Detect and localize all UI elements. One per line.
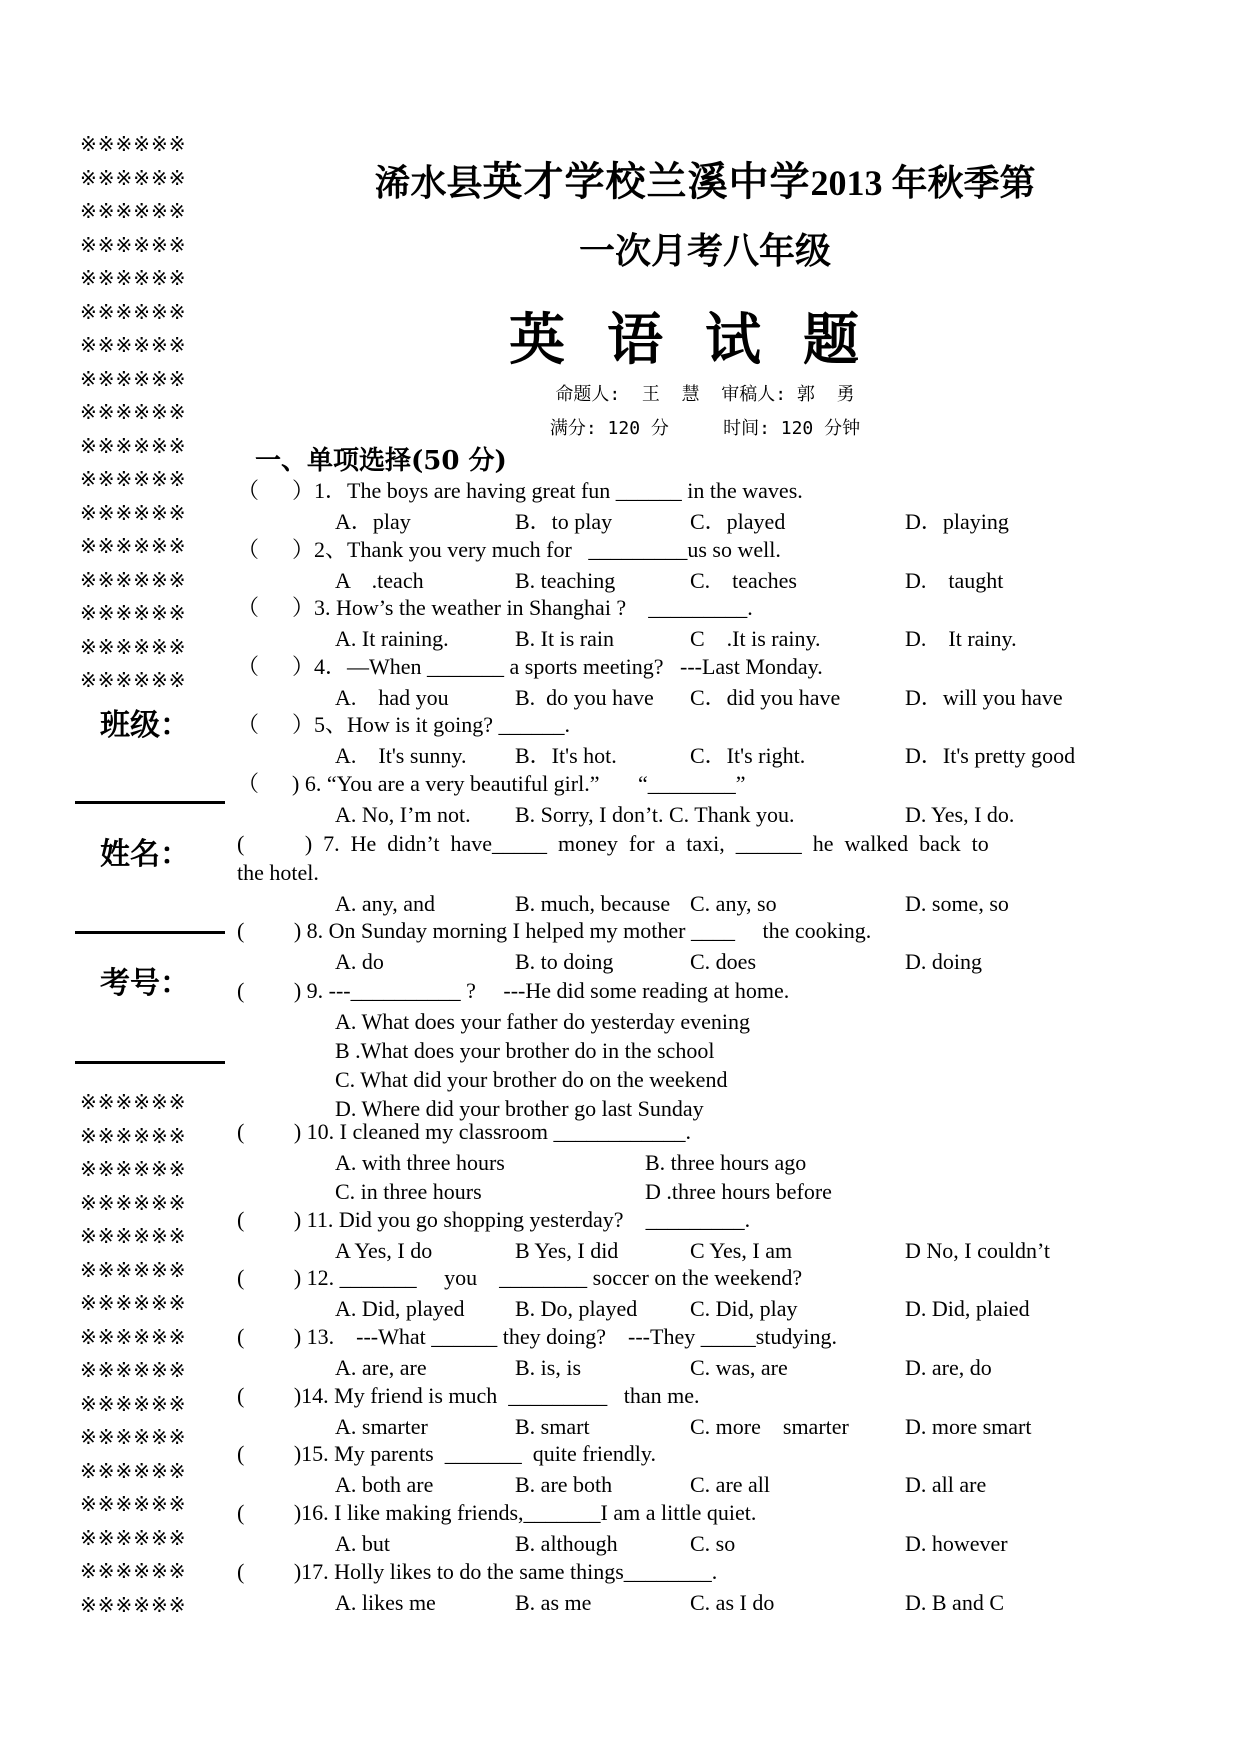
- option-d: D．playing: [905, 509, 1009, 534]
- question-stem: ( )15. My parents _______ quite friendly.: [237, 1441, 656, 1466]
- option-c: C．played: [690, 509, 786, 534]
- option-row: [255, 507, 1135, 536]
- option-c: C．did you have: [690, 685, 841, 710]
- option-a: A. What does your father do yesterday evening: [335, 1009, 751, 1034]
- star-row: ※※※※※※: [80, 366, 187, 391]
- option-a: A. had you: [335, 685, 449, 710]
- star-row: ※※※※※※: [80, 1358, 187, 1382]
- option-b: B. although: [515, 1531, 618, 1556]
- question-stem: ( )14. My friend is much _________ than me.: [237, 1383, 700, 1408]
- option-d: D．will you have: [905, 685, 1063, 710]
- option-row: [255, 624, 1135, 653]
- star-row: ※※※※※※: [80, 534, 187, 558]
- question-stem: ( ) 11. Did you go shopping yesterday? _________.: [237, 1207, 751, 1232]
- option-row: [255, 741, 1135, 770]
- option-c: C. more smarter: [690, 1414, 849, 1439]
- option-a: A. do: [335, 949, 384, 974]
- option-c: C .It is rainy.: [690, 626, 821, 651]
- star-row: ※※※※※※: [80, 1592, 187, 1617]
- option-b: B. Sorry, I don’t. C. Thank you.: [515, 802, 795, 827]
- option-b: B. is, is: [515, 1355, 582, 1380]
- option-d: D. however: [905, 1531, 1008, 1556]
- option-a: A. Did, played: [335, 1296, 465, 1321]
- option-row: [255, 800, 1135, 829]
- exam-title-line-2: 一次月考八年级: [578, 230, 831, 272]
- question-stem: ( )17. Holly likes to do the same things________.: [237, 1559, 718, 1584]
- option-d: D. are, do: [905, 1355, 992, 1380]
- option-a: A. are, are: [335, 1355, 427, 1380]
- option-a: A. any, and: [335, 891, 435, 916]
- option-row: [255, 683, 1135, 712]
- question-stem: ( ) 10. I cleaned my classroom ____________.: [237, 1119, 691, 1144]
- option-d: D. more smart: [905, 1414, 1032, 1439]
- star-row: ※※※※※※: [80, 400, 187, 424]
- star-row: ※※※※※※: [80, 299, 187, 324]
- option-c: C. Did, play: [690, 1296, 798, 1321]
- option-b: B. teaching: [515, 568, 616, 593]
- star-row: ※※※※※※: [80, 1525, 187, 1550]
- star-row: ※※※※※※: [80, 1090, 187, 1114]
- star-row: ※※※※※※: [80, 500, 187, 525]
- option-row: [255, 1007, 1135, 1036]
- option-b: B. as me: [515, 1590, 592, 1615]
- star-row: ※※※※※※: [80, 132, 187, 156]
- option-a: A. It raining.: [335, 626, 449, 651]
- option-a: A .teach: [335, 568, 424, 593]
- subject-title: 英语试题: [509, 308, 901, 373]
- name-line: [75, 931, 225, 934]
- option-line: [255, 1036, 1135, 1065]
- option-b: B. smart: [515, 1414, 590, 1439]
- author-info: 命题人: 王 慧 审稿人: 郭 勇: [555, 384, 855, 405]
- option-row: [255, 1529, 1135, 1558]
- star-row: ※※※※※※: [80, 634, 187, 659]
- question-stem: ( ) 9. ---__________ ? ---He did some reading at home.: [237, 978, 790, 1003]
- option-b: B. It is rain: [515, 626, 614, 651]
- option-c: C. What did your brother do on the weekend: [335, 1067, 728, 1092]
- option-b: B. are both: [515, 1472, 613, 1497]
- section-title: 一、单项选择(50 分): [255, 446, 507, 476]
- option-a: A. smarter: [335, 1414, 428, 1439]
- option-row: [255, 889, 1135, 918]
- option-d: D .three hours before: [645, 1179, 832, 1204]
- option-row: [255, 1470, 1135, 1499]
- question-stem: （ ）5、How is it going? ______.: [237, 712, 571, 737]
- option-c: C. does: [690, 949, 756, 974]
- exam-number-label: 考号：: [100, 966, 190, 1001]
- class-label: 班级：: [100, 708, 190, 743]
- option-d: D. doing: [905, 949, 982, 974]
- option-a: A. both are: [335, 1472, 434, 1497]
- option-d: D. Yes, I do.: [905, 802, 1015, 827]
- option-a: A Yes, I do: [335, 1238, 433, 1263]
- star-row: ※※※※※※: [80, 1559, 187, 1583]
- binding-margin: [0, 0, 225, 1754]
- option-c: C. was, are: [690, 1355, 788, 1380]
- option-a: A. It's sunny.: [335, 743, 467, 768]
- score-time-info: 满分: 120 分 时间: 120 分钟: [549, 418, 861, 439]
- question-stem: ( ) 7. He didn’t have_____ money for a taxi, ______ he walked back to the hotel.: [237, 831, 989, 885]
- option-c: C．It's right.: [690, 743, 806, 768]
- option-d: D. taught: [905, 568, 1004, 593]
- option-row: [255, 1588, 1135, 1617]
- star-row: ※※※※※※: [80, 668, 187, 692]
- option-d: D. It rainy.: [905, 626, 1017, 651]
- star-row: ※※※※※※: [80, 266, 187, 290]
- star-row: ※※※※※※: [80, 1224, 187, 1248]
- option-row: [255, 1236, 1135, 1265]
- option-d: D. Did, plaied: [905, 1296, 1030, 1321]
- question-stem: （ ）3. How’s the weather in Shanghai ? _________.: [237, 595, 753, 620]
- option-line: [255, 1065, 1135, 1094]
- star-row: ※※※※※※: [80, 1324, 187, 1349]
- star-row: ※※※※※※: [80, 199, 187, 223]
- question-stem: （ ）1．The boys are having great fun ______ in the waves.: [237, 478, 803, 503]
- star-row: ※※※※※※: [80, 232, 187, 257]
- star-row: ※※※※※※: [80, 1291, 187, 1315]
- option-row: [255, 947, 1135, 976]
- option-a: A. with three hours: [335, 1150, 505, 1175]
- star-row: ※※※※※※: [80, 567, 187, 592]
- option-a: A．play: [335, 509, 411, 534]
- option-row: [255, 1353, 1135, 1382]
- star-border-top: [80, 128, 230, 698]
- option-b: B. three hours ago: [645, 1150, 807, 1175]
- option-b: B. to doing: [515, 949, 614, 974]
- star-row: ※※※※※※: [80, 1257, 187, 1282]
- option-b: B .What does your brother do in the school: [335, 1038, 715, 1063]
- option-c: C. teaches: [690, 568, 797, 593]
- option-a: A. likes me: [335, 1590, 436, 1615]
- option-b: B Yes, I did: [515, 1238, 619, 1263]
- star-row: ※※※※※※: [80, 1425, 187, 1449]
- star-row: ※※※※※※: [80, 1458, 187, 1483]
- option-b: B. much, because: [515, 891, 671, 916]
- option-b: B. Do, played: [515, 1296, 638, 1321]
- option-c: C. are all: [690, 1472, 771, 1497]
- star-row: ※※※※※※: [80, 333, 187, 357]
- county-name: 浠水县: [374, 163, 483, 203]
- option-b: B. do you have: [515, 685, 654, 710]
- question-stem: ( )16. I like making friends,_______I am a little quiet.: [237, 1500, 757, 1525]
- option-d: D. Where did your brother go last Sunday: [335, 1096, 704, 1121]
- option-c: C. any, so: [690, 891, 777, 916]
- option-d: D No, I couldn’t: [905, 1238, 1051, 1263]
- option-c: C. as I do: [690, 1590, 775, 1615]
- option-row: [255, 566, 1135, 595]
- question-stem: （ ）2、Thank you very much for _________us so well.: [237, 537, 781, 562]
- star-row: ※※※※※※: [80, 165, 187, 190]
- school-name: 英才学校兰溪中学: [482, 159, 811, 205]
- option-a: A. No, I’m not.: [335, 802, 471, 827]
- option-d: D. all are: [905, 1472, 987, 1497]
- star-row: ※※※※※※: [80, 433, 187, 458]
- star-row: ※※※※※※: [80, 1190, 187, 1215]
- question-stem: ( ) 12. _______ you ________ soccer on the weekend?: [237, 1265, 803, 1290]
- star-row: ※※※※※※: [80, 1492, 187, 1516]
- star-row: ※※※※※※: [80, 467, 187, 491]
- option-c: C. so: [690, 1531, 736, 1556]
- question-stem: （ ) 6. “You are a very beautiful girl.” “________”: [237, 771, 746, 796]
- question-stem: （ ）4．—When _______ a sports meeting? ---Last Monday.: [237, 654, 823, 679]
- exam-title-line-1: [275, 150, 1135, 207]
- option-b: B．to play: [515, 509, 613, 534]
- star-row: ※※※※※※: [80, 1157, 187, 1181]
- option-row: [255, 1294, 1135, 1323]
- class-line: [75, 801, 225, 804]
- option-d: D. some, so: [905, 891, 1009, 916]
- star-row: ※※※※※※: [80, 1391, 187, 1416]
- option-c: C Yes, I am: [690, 1238, 793, 1263]
- question-stem: ( ) 13. ---What ______ they doing? ---They _____studying.: [237, 1324, 837, 1349]
- name-label: 姓名：: [100, 837, 190, 872]
- question-stem: ( ) 8. On Sunday morning I helped my mother ____ the cooking.: [237, 918, 872, 943]
- option-d: D. B and C: [905, 1590, 1004, 1615]
- star-row: ※※※※※※: [80, 601, 187, 625]
- option-b: B．It's hot.: [515, 743, 617, 768]
- option-a: A. but: [335, 1531, 390, 1556]
- star-border-bottom: [80, 1086, 230, 1622]
- option-row: [255, 1177, 1135, 1206]
- star-row: ※※※※※※: [80, 1123, 187, 1148]
- option-d: D．It's pretty good: [905, 743, 1076, 768]
- option-c: C. in three hours: [335, 1179, 482, 1204]
- option-row: [255, 1412, 1135, 1441]
- option-row: [255, 1148, 1135, 1177]
- exam-number-line: [75, 1061, 225, 1064]
- term-text: 2013 年秋季第: [810, 163, 1036, 203]
